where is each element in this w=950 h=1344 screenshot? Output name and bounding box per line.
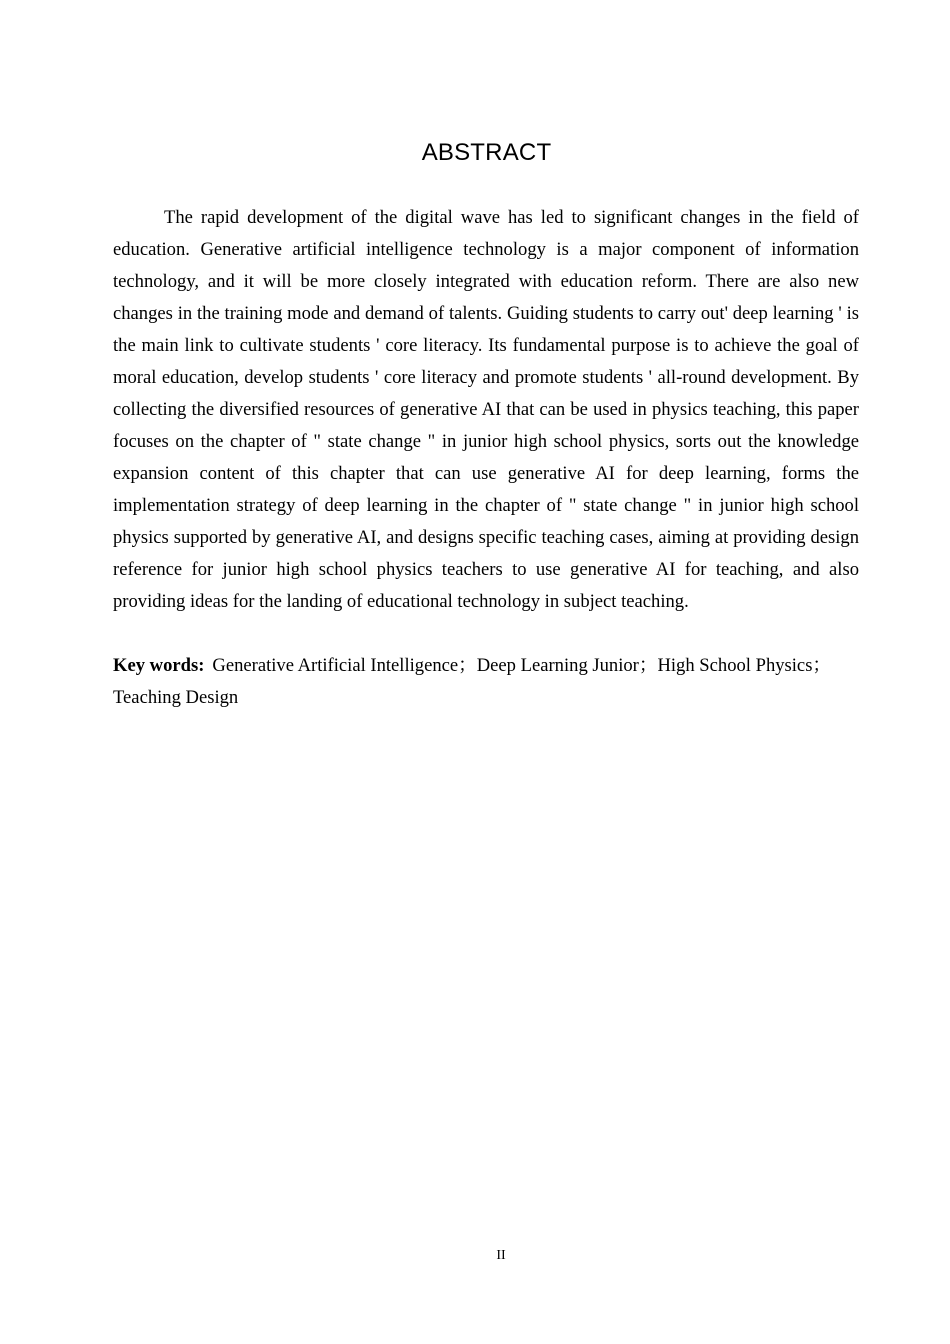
- page-number: II: [496, 1248, 506, 1263]
- keywords-text: Generative Artificial Intelligence；Deep Learning Junior；High School Physics；Teaching Design: [113, 655, 832, 708]
- abstract-body: The rapid development of the digital wave has led to significant changes in the field of education. Generative artificial intelligence technology is a major component of information technology, and it will be more closely integrated with education reform. There are also new changes in the training mode and demand of talents. Guiding students to carry out' deep learning ' is the main link to cultivate students ' core literacy. Its fundamental purpose is to achieve the goal of moral education, develop students ' core literacy and promote students ' all-round development. By collecting the diversified resources of generative AI that can be used in physics teaching, this paper focuses on the chapter of " state change " in junior high school physics, sorts out the knowledge expansion content of this chapter that can use generative AI for deep learning, forms the implementation strategy of deep learning in the chapter of " state change " in junior high school physics supported by generative AI, and designs specific teaching cases, aiming at providing design reference for junior high school physics teachers to use generative AI for teaching, and also providing ideas for the landing of educational technology in subject teaching.: [113, 207, 859, 612]
- keywords-section: [113, 650, 859, 714]
- keywords-label: Key words:: [113, 655, 205, 676]
- abstract-title: ABSTRACT: [421, 139, 552, 166]
